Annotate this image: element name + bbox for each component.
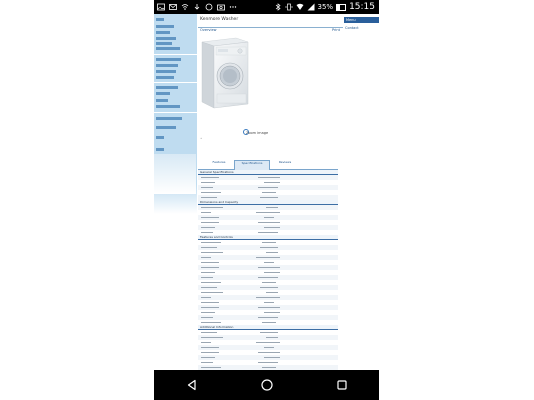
spec-value	[264, 347, 274, 348]
vibrate-icon	[285, 3, 293, 11]
sidebar-link[interactable]	[156, 86, 178, 89]
spec-label	[201, 197, 217, 198]
spec-value	[264, 227, 280, 228]
battery-icon	[336, 4, 346, 11]
sidebar-link[interactable]	[156, 148, 164, 151]
washing-machine-image[interactable]	[196, 32, 251, 110]
battery-percent: 35%	[317, 3, 334, 11]
right-panel-link[interactable]: Contact	[345, 26, 359, 30]
spec-section-header: Features and Controls	[198, 235, 338, 240]
bluetooth-icon	[274, 3, 282, 11]
product-tabs	[198, 160, 338, 170]
spec-value	[258, 277, 278, 278]
spec-value	[266, 252, 278, 253]
gmail-icon	[169, 3, 177, 11]
spec-label	[201, 347, 219, 348]
spec-value	[258, 317, 278, 318]
sidebar-link[interactable]	[156, 25, 174, 28]
zoom-caption[interactable]: Zoom image	[246, 131, 269, 135]
spec-label	[201, 242, 221, 243]
phone-screen	[154, 0, 379, 400]
tab-reviews[interactable]: Reviews	[278, 160, 292, 164]
spec-value	[258, 307, 280, 308]
sidebar-link[interactable]	[156, 105, 180, 108]
spec-value	[262, 192, 276, 193]
page-title: Kenmore Washer	[200, 17, 239, 22]
sidebar-link[interactable]	[156, 58, 181, 61]
spec-label	[201, 352, 219, 353]
spec-value	[264, 217, 274, 218]
spec-value	[256, 212, 280, 213]
spec-label	[201, 317, 213, 318]
wifi-signal-icon	[296, 3, 304, 11]
sidebar-divider	[154, 82, 197, 83]
spec-value	[256, 297, 280, 298]
spec-label	[201, 337, 223, 338]
spec-label	[201, 212, 211, 213]
sidebar-link[interactable]	[156, 42, 172, 45]
spec-value	[258, 222, 280, 223]
home-button[interactable]	[252, 370, 282, 400]
spec-label	[201, 272, 215, 273]
notification-icons	[154, 3, 237, 11]
spec-value	[258, 187, 278, 188]
spec-label	[201, 332, 217, 333]
spec-value	[258, 267, 280, 268]
wifi-icon	[181, 3, 189, 11]
spec-value	[264, 302, 274, 303]
status-bar	[154, 0, 379, 14]
spec-section-header: General Specifications	[198, 170, 338, 175]
small-marker: •	[200, 136, 203, 141]
more-icon	[229, 3, 237, 11]
print-link[interactable]: Print	[331, 28, 340, 32]
spec-label	[201, 302, 219, 303]
sidebar-link[interactable]	[156, 37, 176, 40]
left-sidebar-lower	[154, 154, 196, 194]
spec-label	[201, 222, 219, 223]
spec-label	[201, 367, 221, 368]
spec-value	[266, 292, 278, 293]
sidebar-divider	[154, 112, 197, 113]
sidebar-link[interactable]	[156, 31, 170, 34]
spec-label	[201, 227, 215, 228]
back-button[interactable]	[177, 370, 207, 400]
spec-label	[201, 257, 211, 258]
spec-label	[201, 307, 219, 308]
spec-label	[201, 182, 215, 183]
spec-value	[256, 342, 280, 343]
circle-icon	[205, 3, 213, 11]
download-icon	[193, 3, 201, 11]
spec-label	[201, 287, 217, 288]
tab-specifications[interactable]: Specifications	[234, 160, 270, 170]
sidebar-divider	[154, 54, 197, 55]
spec-value	[260, 332, 278, 333]
recents-icon	[336, 379, 348, 391]
spec-value	[258, 232, 278, 233]
spec-value	[260, 247, 278, 248]
overview-link[interactable]: Overview	[200, 28, 217, 32]
back-icon	[186, 379, 198, 391]
spec-label	[201, 292, 223, 293]
picture-icon	[157, 3, 165, 11]
navigation-bar	[154, 370, 379, 400]
specifications-table	[198, 170, 338, 370]
spec-label	[201, 277, 213, 278]
cell-signal-icon	[307, 3, 315, 11]
spec-label	[201, 232, 213, 233]
spec-value	[260, 287, 278, 288]
spec-value	[262, 282, 276, 283]
sidebar-link[interactable]	[156, 76, 174, 79]
sidebar-link[interactable]	[156, 64, 178, 67]
camera-icon	[217, 3, 225, 11]
spec-value	[262, 322, 276, 323]
spec-section-header: Additional Information	[198, 325, 338, 330]
spec-label	[201, 342, 211, 343]
sidebar-link[interactable]	[156, 126, 176, 129]
spec-value	[264, 357, 280, 358]
spec-label	[201, 187, 213, 188]
spec-value	[264, 182, 280, 183]
spec-label	[201, 282, 221, 283]
spec-label	[201, 217, 219, 218]
sidebar-link[interactable]	[156, 47, 180, 50]
sidebar-link[interactable]	[156, 92, 170, 95]
spec-label	[201, 312, 215, 313]
specifications-area	[154, 154, 379, 370]
spec-value	[264, 312, 280, 313]
clock: 15:15	[349, 2, 375, 12]
spec-label	[201, 262, 219, 263]
system-status	[274, 2, 380, 12]
spec-value	[264, 272, 280, 273]
spec-label	[201, 322, 221, 323]
sidebar-link[interactable]	[156, 99, 168, 102]
spec-label	[201, 252, 223, 253]
spec-value	[258, 362, 278, 363]
spec-value	[262, 242, 276, 243]
spec-label	[201, 207, 223, 208]
sidebar-link[interactable]	[156, 70, 176, 73]
spec-value	[262, 367, 276, 368]
sidebar-link[interactable]	[156, 136, 164, 139]
spec-value	[266, 337, 278, 338]
spec-section-header: Dimensions and Capacity	[198, 200, 338, 205]
spec-label	[201, 297, 211, 298]
tab-features[interactable]: Features	[212, 160, 226, 164]
spec-label	[201, 362, 213, 363]
spec-label	[201, 267, 219, 268]
spec-value	[258, 177, 280, 178]
spec-value	[256, 257, 280, 258]
recents-button[interactable]	[327, 370, 357, 400]
home-icon	[260, 378, 274, 392]
right-panel	[344, 14, 379, 36]
spec-label	[201, 192, 221, 193]
sidebar-link[interactable]	[156, 117, 182, 120]
sidebar-link[interactable]	[156, 18, 164, 21]
spec-value	[264, 262, 274, 263]
spec-value	[266, 207, 278, 208]
spec-value	[258, 352, 280, 353]
browser-content	[154, 14, 379, 370]
spec-label	[201, 357, 215, 358]
spec-label	[201, 177, 219, 178]
spec-value	[260, 197, 278, 198]
right-panel-header[interactable]: Menu	[344, 17, 379, 23]
spec-label	[201, 247, 217, 248]
